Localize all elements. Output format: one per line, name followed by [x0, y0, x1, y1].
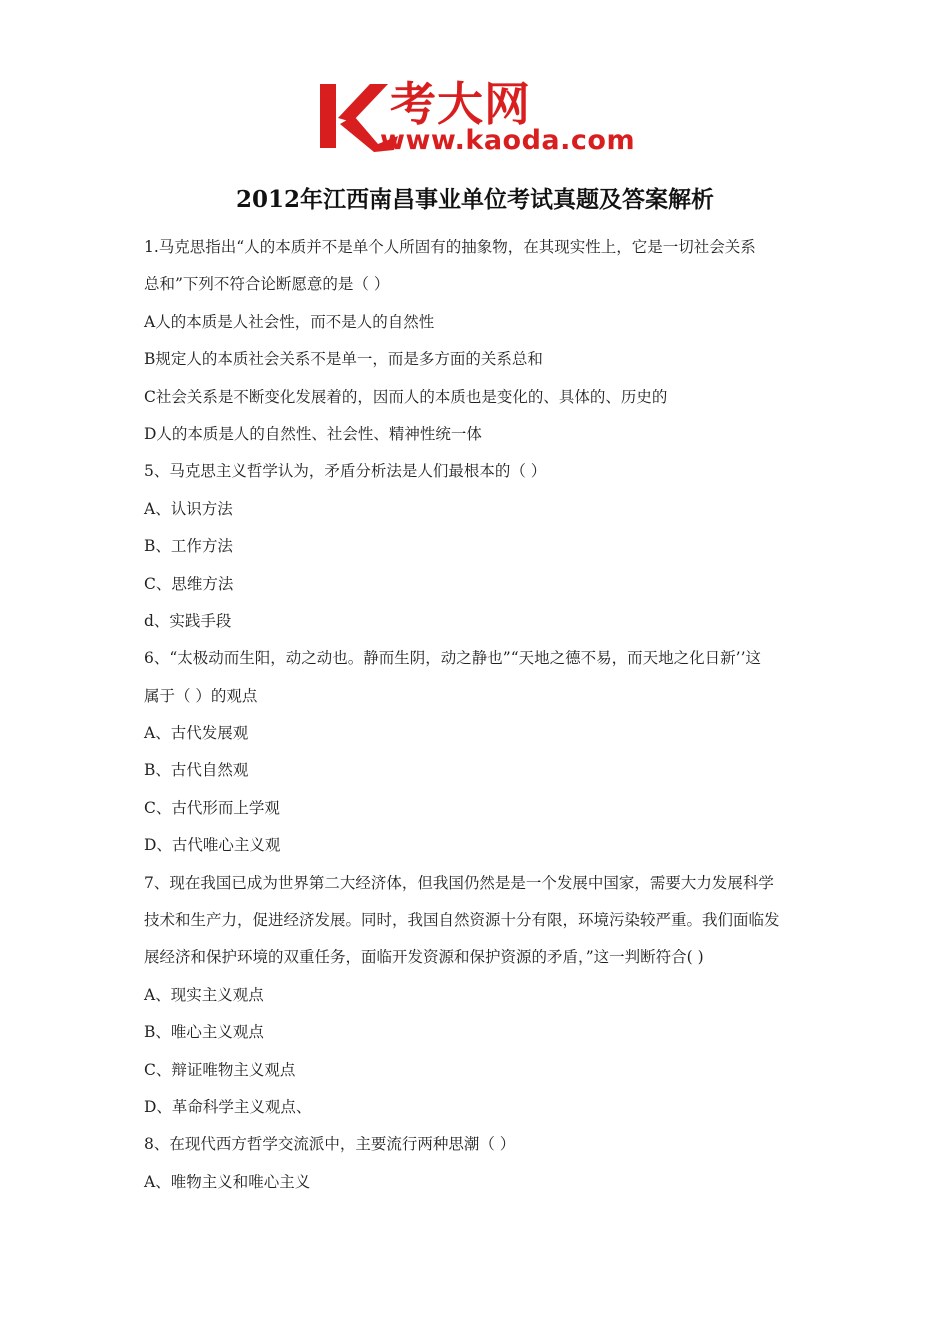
text-line: B、工作方法 [144, 537, 233, 556]
logo-brand-url: www.kaoda.com [380, 125, 636, 156]
text-line: B、古代自然观 [144, 761, 249, 780]
text-line: B、唯心主义观点 [144, 1023, 264, 1042]
text-line: C、古代形而上学观 [144, 798, 280, 817]
question-content [144, 229, 814, 1201]
text-line: 5、马克思主义哲学认为，矛盾分析法是人们最根本的（ ） [144, 462, 547, 481]
text-line: 技术和生产力，促进经济发展。同时，我国自然资源十分有限，环境污染较严重。我们面临发 [144, 911, 780, 930]
text-line: 1.马克思指出“人的本质并不是单个人所固有的抽象物，在其现实性上，它是一切社会关系 [144, 238, 756, 256]
text-line: 属于（ ）的观点 [144, 686, 258, 705]
text-line: A、认识方法 [144, 499, 233, 518]
kaoda-logo [318, 77, 640, 160]
text-line: 总和”下列不符合论断愿意的是（ ） [144, 275, 390, 294]
text-line: D、古代唯心主义观 [144, 836, 281, 855]
text-line: 7、现在我国已成为世界第二大经济体，但我国仍然是是一个发展中国家，需要大力发展科学 [144, 873, 774, 892]
document-title: 2012年江西南昌事业单位考试真题及答案解析 [235, 186, 714, 213]
text-line: C、思维方法 [144, 574, 234, 593]
text-line: D人的本质是人的自然性、社会性、精神性统一体 [144, 424, 482, 443]
text-line: D、革命科学主义观点、 [144, 1097, 312, 1116]
text-line: A、唯物主义和唯心主义 [144, 1172, 311, 1191]
text-line: A、古代发展观 [144, 724, 249, 743]
text-line: 8、在现代西方哲学交流派中，主要流行两种思潮（ ） [144, 1135, 516, 1154]
text-line: A、现实主义观点 [144, 985, 264, 1004]
text-line: C社会关系是不断变化发展着的，因而人的本质也是变化的、具体的、历史的 [144, 387, 668, 406]
text-line: B规定人的本质社会关系不是单一，而是多方面的关系总和 [144, 350, 543, 369]
text-line: A人的本质是人社会性，而不是人的自然性 [144, 312, 435, 331]
text-line: C、辩证唯物主义观点 [144, 1060, 296, 1079]
text-line: d、实践手段 [144, 611, 232, 630]
text-line: 展经济和保护环境的双重任务，面临开发资源和保护资源的矛盾，”这一判断符合( ) [144, 948, 704, 967]
text-line: 6、“太极动而生阳，动之动也。静而生阴，动之静也”“天地之德不易，而天地之化日新’’这 [144, 649, 761, 668]
logo-brand-cn: 考大网 [390, 77, 531, 131]
